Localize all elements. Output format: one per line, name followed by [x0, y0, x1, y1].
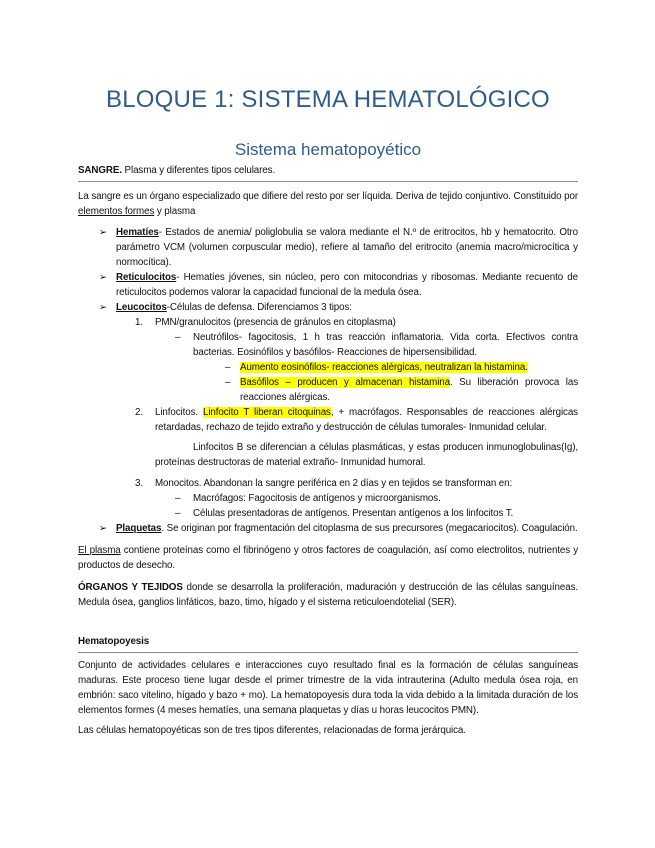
pmn-text: PMN/granulocitos (presencia de gránulos en citoplasma)	[155, 317, 396, 328]
sangre-heading-rest: Plasma y diferentes tipos celulares.	[121, 165, 276, 176]
list-item-hematies	[78, 225, 578, 270]
number-marker: 2.	[135, 407, 143, 418]
plaquetas-text: . Se originan por fragmentación del citoplasma de sus precursores (megacariocitos). Coagulación.	[161, 523, 578, 534]
arrow-bullet-icon	[99, 270, 107, 285]
term-reticulocitos: Reticulocitos	[116, 272, 177, 283]
basofilos-highlight: Basófilos – producen y almacenan histamina	[240, 377, 450, 388]
dash-item-neutrofilos	[78, 330, 578, 360]
sangre-heading	[78, 164, 578, 182]
hematopoyesis-heading: Hematopoyesis	[78, 635, 578, 653]
list-item-reticulocitos	[78, 270, 578, 300]
intro-text: La sangre es un órgano especializado que difiere del resto por ser líquida. Deriva de tejido conjuntivo. Constituido por	[78, 191, 578, 202]
sangre-intro-paragraph	[78, 189, 578, 219]
arrow-bullet-icon	[99, 225, 107, 240]
organos-paragraph	[78, 580, 578, 610]
intro-underlined-term: elementos formes	[78, 206, 155, 217]
document-title: BLOQUE 1: SISTEMA HEMATOLÓGICO	[106, 86, 550, 113]
numbered-item-pmn	[78, 315, 578, 330]
arrow-bullet-icon	[99, 300, 107, 315]
dash-bullet-icon	[175, 330, 180, 345]
macrofagos-text: Macrófagos: Fagocitosis de antígenos y microorganismos.	[193, 493, 441, 504]
basofilos-text: . Su liberación provoca las reacciones alérgicas.	[240, 377, 578, 403]
plasma-text: contiene proteínas como el fibrinógeno y otros factores de coagulación, así como electrolitos, nutrientes y productos de desecho.	[78, 545, 578, 571]
plasma-term: El plasma	[78, 545, 121, 556]
intro-text-end: y plasma	[154, 206, 196, 217]
presentadoras-text: Células presentadoras de antígenos. Presentan antígenos a los linfocitos T.	[193, 508, 514, 519]
dash-bullet-icon	[225, 375, 230, 390]
hematopoyesis-paragraph-1: Conjunto de actividades celulares e interacciones cuyo resultado final es la formación de células sanguíneas maduras. Este proceso tiene lugar desde el primer trimestre de la vida intrauterina (Adulto medula ósea roja, en embrión: saco vitelino, hígado y bazo + mo). La hematopoyesis dura toda la vida debido a la limitada duración de los elementos formes (4 meses hematíes, una semana plaquetas y días u horas leucocitos PMN).	[78, 660, 578, 716]
number-marker: 1.	[135, 317, 143, 328]
eosinofilos-highlight: Aumento eosinófilos- reacciones alérgicas, neutralizan la histamina.	[240, 362, 528, 373]
organos-text: donde se desarrolla la proliferación, maduración y destrucción de las células sanguíneas. Medula ósea, ganglios linfáticos, bazo, timo, hígado y el sistema reticuloendotelial (SER).	[78, 582, 578, 608]
page-content	[78, 0, 578, 738]
dash-item-macrofagos	[78, 491, 578, 506]
arrow-bullet-icon	[99, 521, 107, 536]
list-item-plaquetas	[78, 521, 578, 536]
dash-item-eosinofilos	[78, 360, 578, 375]
linfocitos-lead: Linfocitos.	[155, 407, 203, 418]
numbered-item-monocitos	[78, 476, 578, 491]
dash-bullet-icon	[175, 491, 180, 506]
dash-bullet-icon	[175, 506, 180, 521]
sangre-heading-lead: SANGRE.	[78, 165, 122, 176]
organos-term: ÓRGANOS Y TEJIDOS	[78, 582, 183, 593]
reticulocitos-text: - Hematíes jóvenes, sin núcleo, pero con mitocondrias y ribosomas. Mediante recuento de reticulocitos podemos valorar la capacidad funcional de la medula ósea.	[116, 272, 578, 298]
leucocitos-text: -Células de defensa. Diferenciamos 3 tipos:	[166, 302, 352, 313]
term-hematies: Hematíes	[116, 227, 159, 238]
term-leucocitos: Leucocitos	[116, 302, 167, 313]
monocitos-text: Monocitos. Abandonan la sangre periférica en 2 días y en tejidos se transforman en:	[155, 478, 513, 489]
dash-item-presentadoras	[78, 506, 578, 521]
numbered-item-linfocitos	[78, 405, 578, 435]
linfocitos-highlight: Linfocito T liberan citoquinas	[202, 407, 331, 418]
plasma-paragraph	[78, 543, 578, 573]
dash-item-basofilos	[78, 375, 578, 405]
term-plaquetas: Plaquetas	[116, 523, 162, 534]
neutrofilos-text: Neutrófilos- fagocitosis, 1 h tras reacción inflamatoria. Vida corta. Efectivos contra bacterias. Eosinófilos y basófilos- Reacciones de hipersensibilidad.	[193, 332, 578, 358]
dash-bullet-icon	[225, 360, 230, 375]
cell-type-list	[78, 225, 578, 536]
linfocitos-b-paragraph: Linfocitos B se diferencian a células plasmáticas, y estas producen inmunoglobulinas(Ig), proteínas destructoras de material extraño- Inmunidad humoral.	[155, 442, 578, 468]
section-title: Sistema hematopoyético	[234, 140, 422, 159]
linfocitos-text: , + macrófagos. Responsables de reacciones alérgicas retardadas, rechazo de tejido extraño y destrucción de células tumorales- Inmunidad celular.	[155, 407, 578, 433]
number-marker: 3.	[135, 478, 143, 489]
hematies-text: - Estados de anemia/ poliglobulia se valora mediante el N.º de eritrocitos, hb y hematocrito. Otro parámetro VCM (volumen corpuscular medio), refiere al tamaño del eritrocito (anemia macro/microcítica y normocítica).	[116, 227, 578, 268]
list-item-leucocitos	[78, 300, 578, 315]
hematopoyesis-paragraph-2: Las células hematopoyéticas son de tres tipos diferentes, relacionadas de forma jerárquica.	[78, 725, 466, 736]
